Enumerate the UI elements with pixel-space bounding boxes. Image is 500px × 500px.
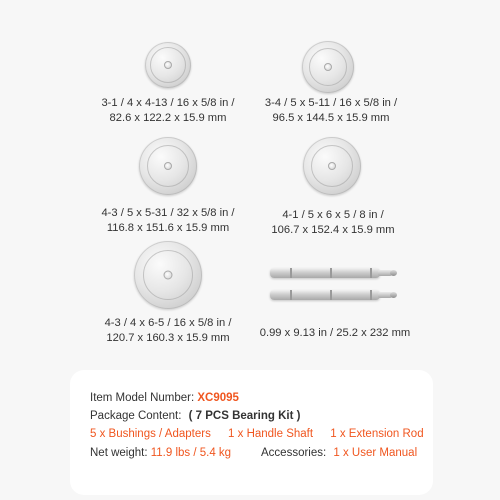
contents-row <box>90 428 424 440</box>
bushing-3-image <box>138 136 198 196</box>
shafts-label <box>235 326 435 341</box>
weight-row <box>90 447 231 459</box>
bushing-1-size-imperial: 3-1 / 4 x 4-13 / 16 x 5/8 in / <box>101 97 235 109</box>
shafts-size: 0.99 x 9.13 in / 25.2 x 232 mm <box>259 327 411 339</box>
model-label: Item Model Number: <box>90 392 195 404</box>
weight-value: 11.9 lbs / 5.4 kg <box>150 447 232 459</box>
bushing-5-image <box>133 240 203 310</box>
accessories-value: 1 x User Manual <box>333 447 418 459</box>
bushing-2-label <box>231 96 431 126</box>
bushing-2-size-metric: 96.5 x 144.5 x 15.9 mm <box>272 112 390 124</box>
bushing-5-size-imperial: 4-3 / 4 x 6-5 / 16 x 5/8 in / <box>104 317 232 329</box>
extension-rod-image <box>270 288 400 302</box>
bushing-2-size-imperial: 3-4 / 5 x 5-11 / 16 x 5/8 in / <box>264 97 398 109</box>
contents-bushings: 5 x Bushings / Adapters <box>90 428 211 440</box>
contents-handle-shaft: 1 x Handle Shaft <box>228 428 314 440</box>
package-label: Package Content: <box>90 410 182 422</box>
bushing-4-size-metric: 106.7 x 152.4 x 15.9 mm <box>271 224 395 236</box>
accessories-label: Accessories: <box>261 447 327 459</box>
bushing-1-image <box>143 40 193 90</box>
accessories-row <box>261 447 417 459</box>
bushing-2-image <box>301 40 355 94</box>
weight-label: Net weight: <box>90 447 148 459</box>
bushing-4-label <box>233 208 433 238</box>
bushing-1-size-metric: 82.6 x 122.2 x 15.9 mm <box>109 112 227 124</box>
handle-shaft-image <box>270 266 400 280</box>
bushing-3-size-metric: 116.8 x 151.6 x 15.9 mm <box>106 222 230 234</box>
package-row <box>90 410 300 422</box>
bushing-4-image <box>302 136 362 196</box>
bushing-5-size-metric: 120.7 x 160.3 x 15.9 mm <box>106 332 230 344</box>
bushing-4-size-imperial: 4-1 / 5 x 6 x 5 / 8 in / <box>282 209 384 221</box>
model-value: XC9095 <box>197 392 239 404</box>
model-row <box>90 392 239 404</box>
contents-extension-rod: 1 x Extension Rod <box>330 428 424 440</box>
bushing-3-size-imperial: 4-3 / 5 x 5-31 / 32 x 5/8 in / <box>101 207 235 219</box>
package-value: ( 7 PCS Bearing Kit ) <box>188 410 301 422</box>
